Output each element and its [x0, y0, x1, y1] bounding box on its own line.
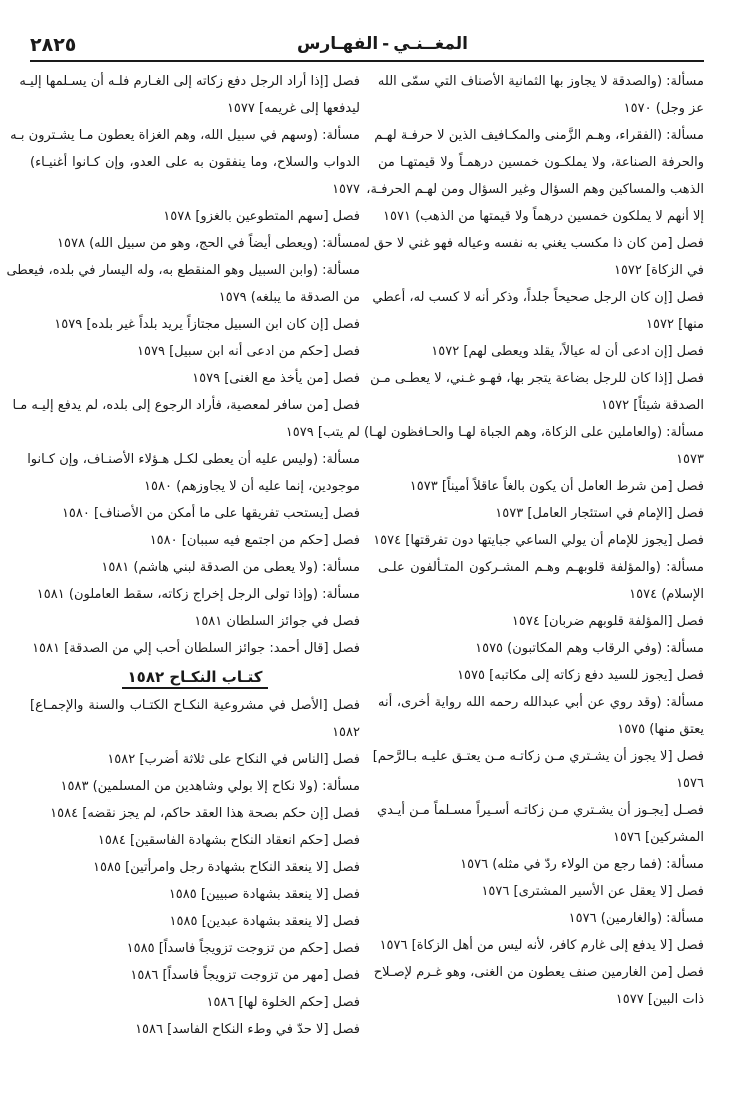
index-entry: مسألة: (فما رجع من الولاء ردّ في مثله) ١٥٧٦: [460, 857, 704, 872]
index-entry-continuation: الدواب والسلاح، وما ينفقون به على العدو، وإن كـانوا أغنيـاء): [30, 155, 360, 170]
book-heading: [30, 662, 360, 692]
index-entry: فصل [يجوز للسيد دفع زكاته إلى مكاتبه] ١٥٧٥: [457, 668, 704, 683]
index-entry: مسألة: (وابن السبيل وهو المنقطع به، وله اليسار في بلده، فيعطى: [6, 263, 360, 278]
left-column-top: [6, 68, 360, 662]
index-entry: مسألة: (الفقراء، وهـم الزَّمنى والمكـافيف الذين لا حرفـة لهـم: [374, 128, 704, 143]
index-entry: فصل [لا يعقل عن الأسير المشترى] ١٥٧٦: [481, 884, 704, 899]
index-entry-continuation: موجودين، إنما عليه أن لا يجاوزهم) ١٥٨٠: [144, 479, 360, 494]
index-entry: فصل [إن حكم بصحة هذا العقد حاكم، لم يجز نقضه] ١٥٨٤: [50, 806, 360, 821]
index-entry: مسألة: (وليس عليه أن يعطى لكـل هـؤلاء الأصنـاف، وإن كـانوا: [27, 452, 360, 467]
running-title-dash: -: [382, 34, 390, 54]
index-entry-continuation: ١٥٧٦: [676, 776, 704, 791]
index-entry: فصل [سهم المتطوعين بالغزو] ١٥٧٨: [163, 209, 360, 224]
index-entry: فصل [قال أحمد: جوائز السلطان أحب إلي من الصدقة] ١٥٨١: [32, 641, 360, 656]
index-entry: فصل [يجوز للإمام أن يولي الساعي جبايتها دون تفرقتها] ١٥٧٤: [373, 533, 704, 548]
index-entry: فصل [حكم من اجتمع فيه سببان] ١٥٨٠: [149, 533, 360, 548]
index-entry-continuation: إلا أنهم لا يملكون خمسين درهماً ولا قيمتها من الذهب) ١٥٧١: [383, 209, 704, 224]
index-entry: فصل [الأصل في مشروعية النكـاح الكتـاب والسنة والإجمـاع]: [30, 698, 360, 713]
index-entry: مسألة: (وقد روي عن أبي عبدالله رحمه الله رواية أخرى، أنه: [378, 695, 704, 710]
index-entry: فصل [لا ينعقد بشهادة صبيين] ١٥٨٥: [168, 887, 360, 902]
index-entry-continuation: لم يتب] ١٥٧٩: [285, 425, 360, 440]
right-column: [358, 68, 704, 1013]
index-entry: فصل [من الغارمين صنف يعطون من الغنى، وهو غـرم لإصـلاح: [373, 965, 704, 980]
index-entry-continuation: الصدقة شيئاً] ١٥٧٢: [601, 398, 704, 413]
book-heading-text: كتـاب النكـاح ١٥٨٢: [122, 668, 269, 689]
index-entry: فصل [من كان ذا مكسب يغني به نفسه وعياله فهو غني لا حق له: [358, 236, 704, 251]
index-entry: فصل [إن كان ابن السبيل مجتازاً يريد بلداً غير بلده] ١٥٧٩: [54, 317, 360, 332]
index-entry: فصل [حكم من ادعى أنه ابن سبيل] ١٥٧٩: [137, 344, 360, 359]
index-entry: فصل [يستحب تفريقها على ما أمكن من الأصناف] ١٥٨٠: [61, 506, 360, 521]
index-entry: فصل [لا يجوز أن يشـتري مـن زكاتـه مـن يعتـق عليـه بـالرَّحم]: [372, 749, 704, 764]
index-entry: مسألة: (والعاملين على الزكاة، وهم الجباة لهـا والحـافظون لهـا): [363, 425, 704, 440]
index-entry-continuation: ١٥٧٣: [676, 452, 704, 467]
index-entry: فصل [لا حدّ في وطء النكاح الفاسد] ١٥٨٦: [135, 1022, 360, 1037]
left-column: [6, 68, 360, 1043]
index-entry: فصل [لا ينعقد بشهادة عبدين] ١٥٨٥: [169, 914, 360, 929]
index-entry: مسألة: (وفي الرقاب وهم المكاتبون) ١٥٧٥: [475, 641, 704, 656]
index-entry-continuation: الذهب والمساكين وهم السؤال وغير السؤال ومن لهـم الحرفـة،: [366, 182, 704, 197]
page-number: ٢٨٢٥: [30, 34, 77, 56]
running-title: [297, 34, 468, 54]
index-entry-continuation: ذات البين] ١٥٧٧: [615, 992, 704, 1007]
index-entry-continuation: والحرفة الصناعة، ولا يملكـون خمسين درهمـاً ولا قيمتهـا من: [378, 155, 704, 170]
index-entry: فصل [من شرط العامل أن يكون بالغاً عاقلاً أميناً] ١٥٧٣: [409, 479, 704, 494]
running-title-section: الفهـارس: [297, 34, 379, 54]
index-entry-continuation: ١٥٧٧: [332, 182, 360, 197]
index-entry: فصل [حكم انعقاد النكاح بشهادة الفاسقين] ١٥٨٤: [97, 833, 360, 848]
index-entry: فصل [مهر من تزوجت تزويجاً فاسداً] ١٥٨٦: [130, 968, 360, 983]
index-entry: فصل [من يأخذ مع الغنى] ١٥٧٩: [192, 371, 360, 386]
index-entry: مسألة: (والغارمين) ١٥٧٦: [568, 911, 704, 926]
index-entry-continuation: المشركين] ١٥٧٦: [612, 830, 704, 845]
index-entry-continuation: منها] ١٥٧٢: [646, 317, 704, 332]
index-entry: فصل [من سافر لمعصية، فأراد الرجوع إلى بلده، لم يدفع إليـه مـا: [12, 398, 360, 413]
index-entry: مسألة: (وإذا تولى الرجل إخراج زكاته، سقط العاملون) ١٥٨١: [36, 587, 360, 602]
index-entry: فصل [لا يدفع إلى غارم كافر، لأنه ليس من أهل الزكاة] ١٥٧٦: [379, 938, 704, 953]
index-entry-continuation: ١٥٨٢: [332, 725, 360, 740]
header-rule: [30, 60, 704, 62]
index-entry: فصل [المؤلفة قلوبهم ضربان] ١٥٧٤: [511, 614, 704, 629]
index-entry-continuation: يعتق منها) ١٥٧٥: [617, 722, 704, 737]
index-entry: فصل [الإمام في استئجار العامل] ١٥٧٣: [495, 506, 704, 521]
index-entry-continuation: من الصدقة ما يبلغه) ١٥٧٩: [218, 290, 360, 305]
index-entry: مسألة: (وسهم في سبيل الله، وهم الغزاة يعطون مـا يشـترون بـه: [10, 128, 360, 143]
index-entry: فصل [حكم الخلوة لها] ١٥٨٦: [206, 995, 360, 1010]
index-entry: مسألة: (والصدقة لا يجاوز بها الثمانية الأصناف التي سمّى الله: [377, 74, 704, 89]
index-entry: فصل [إذا كان للرجل بضاعة يتجر بها، فهـو غـني، لا يعطـى مـن: [370, 371, 704, 386]
index-entry-continuation: ليدفعها إلى غريمه] ١٥٧٧: [226, 101, 360, 116]
index-entry-continuation: عز وجل) ١٥٧٠: [623, 101, 704, 116]
index-entry: مسألة: (ولا يعطى من الصدقة لبني هاشم) ١٥٨١: [101, 560, 360, 575]
index-entry-continuation: فصـل [يجـوز أن يشـتري مـن زكاتـه أسـيراً مسـلماً مـن أيـدي: [376, 803, 704, 818]
index-entry: فصل [الناس في النكاح على ثلاثة أضرب] ١٥٨٢: [107, 752, 360, 767]
left-column-bottom: [30, 692, 360, 1043]
index-entry: فصل [إذا أراد الرجل دفع زكاته إلى الغـارم فلـه أن يسـلمها إليـه: [19, 74, 360, 89]
index-entry-continuation: في الزكاة] ١٥٧٢: [613, 263, 704, 278]
index-entry: مسألة: (ولا نكاح إلا بولي وشاهدين من المسلمين) ١٥٨٣: [60, 779, 360, 794]
index-entry: فصل [لا ينعقد النكاح بشهادة رجل وامرأتين] ١٥٨٥: [93, 860, 360, 875]
index-entry: فصل [إن ادعى أن له عيالاً، يقلد ويعطى لهم] ١٥٧٢: [431, 344, 704, 359]
index-entry: فصل في جوائز السلطان ١٥٨١: [194, 614, 360, 629]
index-entry: مسألة: (والمؤلفة قلوبهـم وهـم المشـركون المتـألفون علـى: [378, 560, 704, 575]
index-entry: مسألة: (ويعطى أيضاً في الحج، وهو من سبيل الله) ١٥٧٨: [57, 236, 360, 251]
index-entry-continuation: الإسلام) ١٥٧٤: [629, 587, 704, 602]
index-entry: فصل [إن كان الرجل صحيحاً جلداً، وذكر أنه لا كسب له، أعطي: [372, 290, 704, 305]
index-entry: فصل [حكم من تزوجت تزويجاً فاسداً] ١٥٨٥: [126, 941, 360, 956]
running-title-book: المغــنـي: [393, 34, 468, 54]
